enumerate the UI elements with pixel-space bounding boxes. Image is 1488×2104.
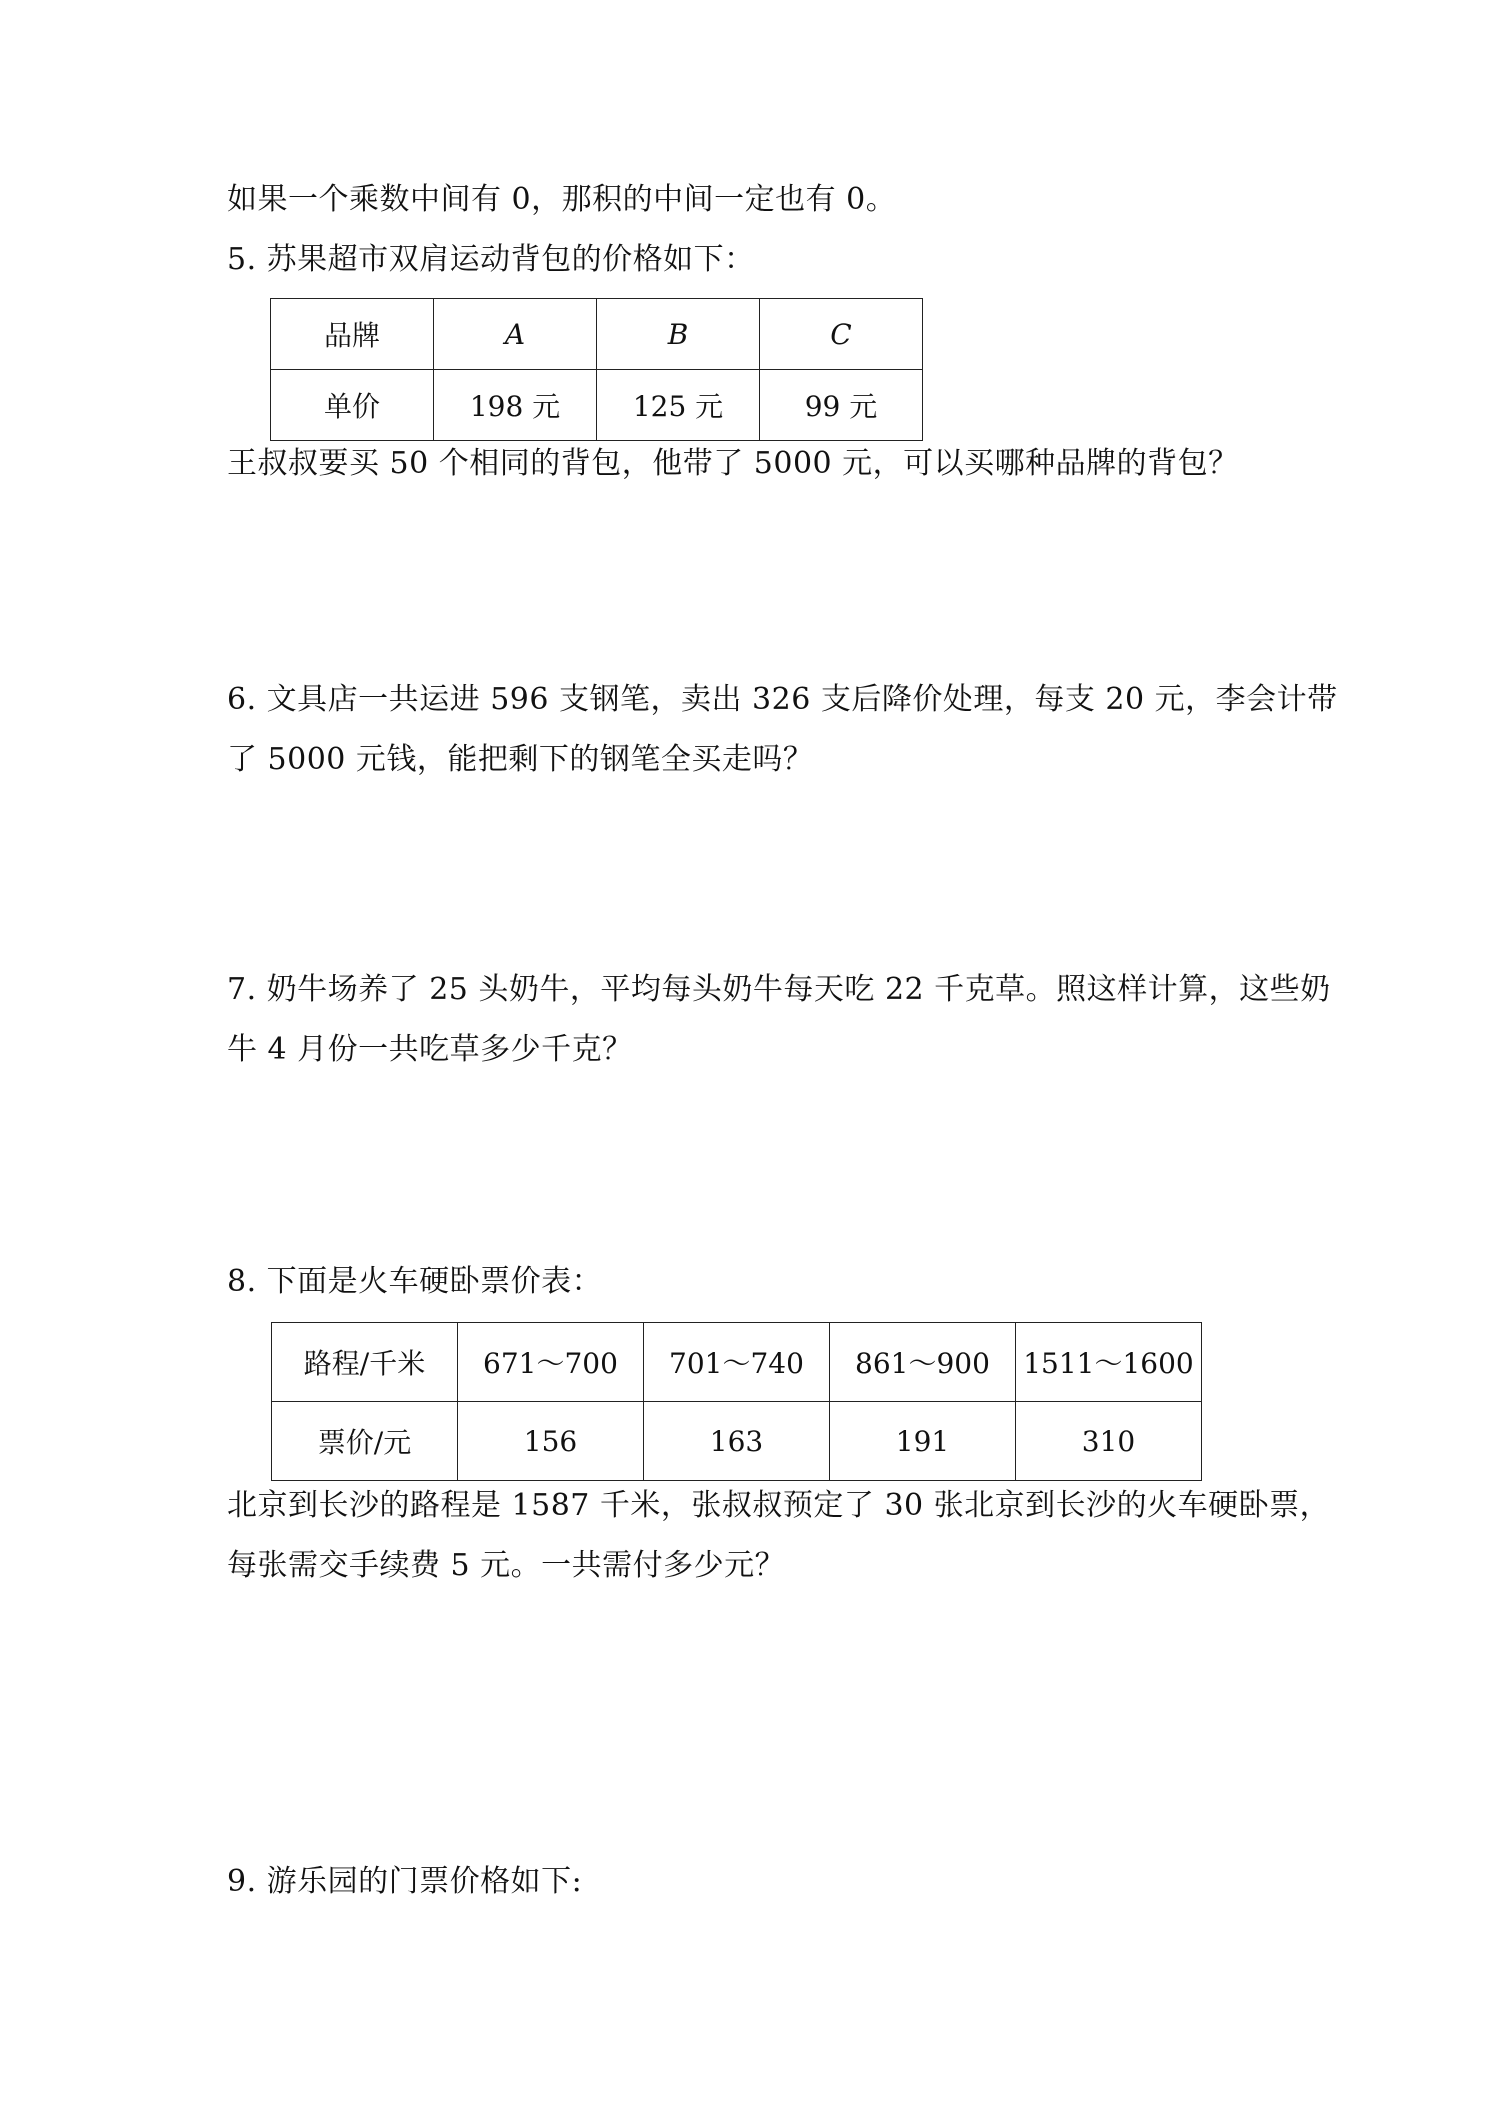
table-header-cell: 701～740: [644, 1323, 830, 1402]
table-cell: 单价: [271, 370, 434, 441]
table-row: [271, 370, 923, 441]
table-row: [271, 299, 923, 370]
table-header-cell: 861～900: [830, 1323, 1016, 1402]
question-8-line-2: 每张需交手续费 5 元。一共需付多少元？: [227, 1548, 786, 1583]
train-ticket-price-table: [271, 1322, 1202, 1481]
table-cell: 163: [644, 1402, 830, 1481]
question-5-title: 5. 苏果超市双肩运动背包的价格如下：: [227, 242, 755, 277]
question-6-line-2: 了 5000 元钱，能把剩下的钢笔全买走吗？: [227, 742, 814, 777]
question-7-line-1: 7. 奶牛场养了 25 头奶牛，平均每头奶牛每天吃 22 千克草。照这样计算，这些奶: [227, 972, 1331, 1007]
table-row: [272, 1323, 1202, 1402]
table-row: [272, 1402, 1202, 1481]
table-cell: 191: [830, 1402, 1016, 1481]
table-cell: 310: [1016, 1402, 1202, 1481]
table-header-cell: B: [597, 299, 760, 370]
question-8-line-1: 北京到长沙的路程是 1587 千米，张叔叔预定了 30 张北京到长沙的火车硬卧票，: [227, 1488, 1331, 1523]
question-8-title: 8. 下面是火车硬卧票价表：: [227, 1264, 603, 1299]
table-header-cell: 品牌: [271, 299, 434, 370]
table-header-cell: 1511～1600: [1016, 1323, 1202, 1402]
table-cell: 99 元: [760, 370, 923, 441]
table-cell: 125 元: [597, 370, 760, 441]
table-cell: 198 元: [434, 370, 597, 441]
table-header-cell: 671～700: [458, 1323, 644, 1402]
table-header-cell: A: [434, 299, 597, 370]
text-line-statement: 如果一个乘数中间有 0，那积的中间一定也有 0。: [227, 182, 897, 217]
backpack-price-table: [270, 298, 923, 441]
table-header-cell: 路程/千米: [272, 1323, 458, 1402]
question-6-line-1: 6. 文具店一共运进 596 支钢笔，卖出 326 支后降价处理，每支 20 元，李会计带: [227, 682, 1338, 717]
table-cell: 票价/元: [272, 1402, 458, 1481]
question-9-title: 9. 游乐园的门票价格如下:: [227, 1864, 583, 1899]
table-cell: 156: [458, 1402, 644, 1481]
table-header-cell: C: [760, 299, 923, 370]
question-7-line-2: 牛 4 月份一共吃草多少千克？: [227, 1032, 633, 1067]
question-5-text: 王叔叔要买 50 个相同的背包，他带了 5000 元，可以买哪种品牌的背包？: [227, 446, 1239, 481]
